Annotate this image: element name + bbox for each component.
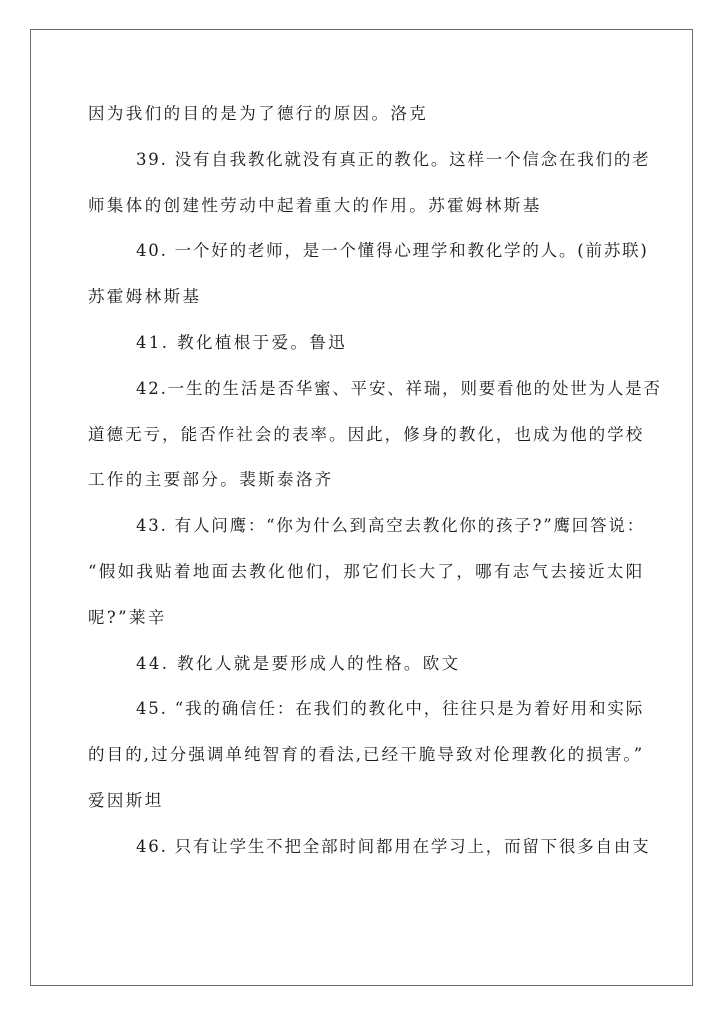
quote-45-line: 45. “我的确信任：在我们的教化中，往往只是为着好用和实际: [136, 699, 644, 719]
text-line: 的目的,过分强调单纯智育的看法,已经干脆导致对伦理教化的损害。”: [88, 745, 644, 765]
text-line: 师集体的创建性劳动中起着重大的作用。苏霍姆林斯基: [88, 195, 542, 215]
text-line: 呢?”莱辛: [88, 607, 167, 627]
quote-46-line: 46. 只有让学生不把全部时间都用在学习上，而留下很多自由支: [136, 836, 651, 856]
quote-39-line: 39. 没有自我教化就没有真正的教化。这样一个信念在我们的老: [136, 149, 651, 169]
quote-40-line: 40. 一个好的老师，是一个懂得心理学和教化学的人。(前苏联): [136, 241, 649, 261]
text-line: 爱因斯坦: [88, 790, 164, 810]
text-line: 因为我们的目的是为了德行的原因。洛克: [88, 104, 429, 123]
text-line: “假如我贴着地面去教化他们，那它们长大了，哪有志气去接近太阳: [88, 561, 644, 581]
quote-42-line: 42.一生的生活是否华蜜、平安、祥瑞，则要看他的处世为人是否: [136, 378, 662, 398]
document-body: [88, 97, 662, 876]
quote-43-line: 43. 有人问鹰：“你为什么到高空去教化你的孩子?”鹰回答说：: [136, 516, 646, 536]
quote-44-line: 44. 教化人就是要形成人的性格。欧文: [136, 653, 461, 673]
text-line: 工作的主要部分。裴斯泰洛齐: [88, 470, 334, 490]
quote-41-line: 41. 教化植根于爱。鲁迅: [136, 332, 348, 352]
text-line: 道德无亏，能否作社会的表率。因此，修身的教化，也成为他的学校: [88, 424, 644, 444]
text-line: 苏霍姆林斯基: [88, 287, 202, 307]
